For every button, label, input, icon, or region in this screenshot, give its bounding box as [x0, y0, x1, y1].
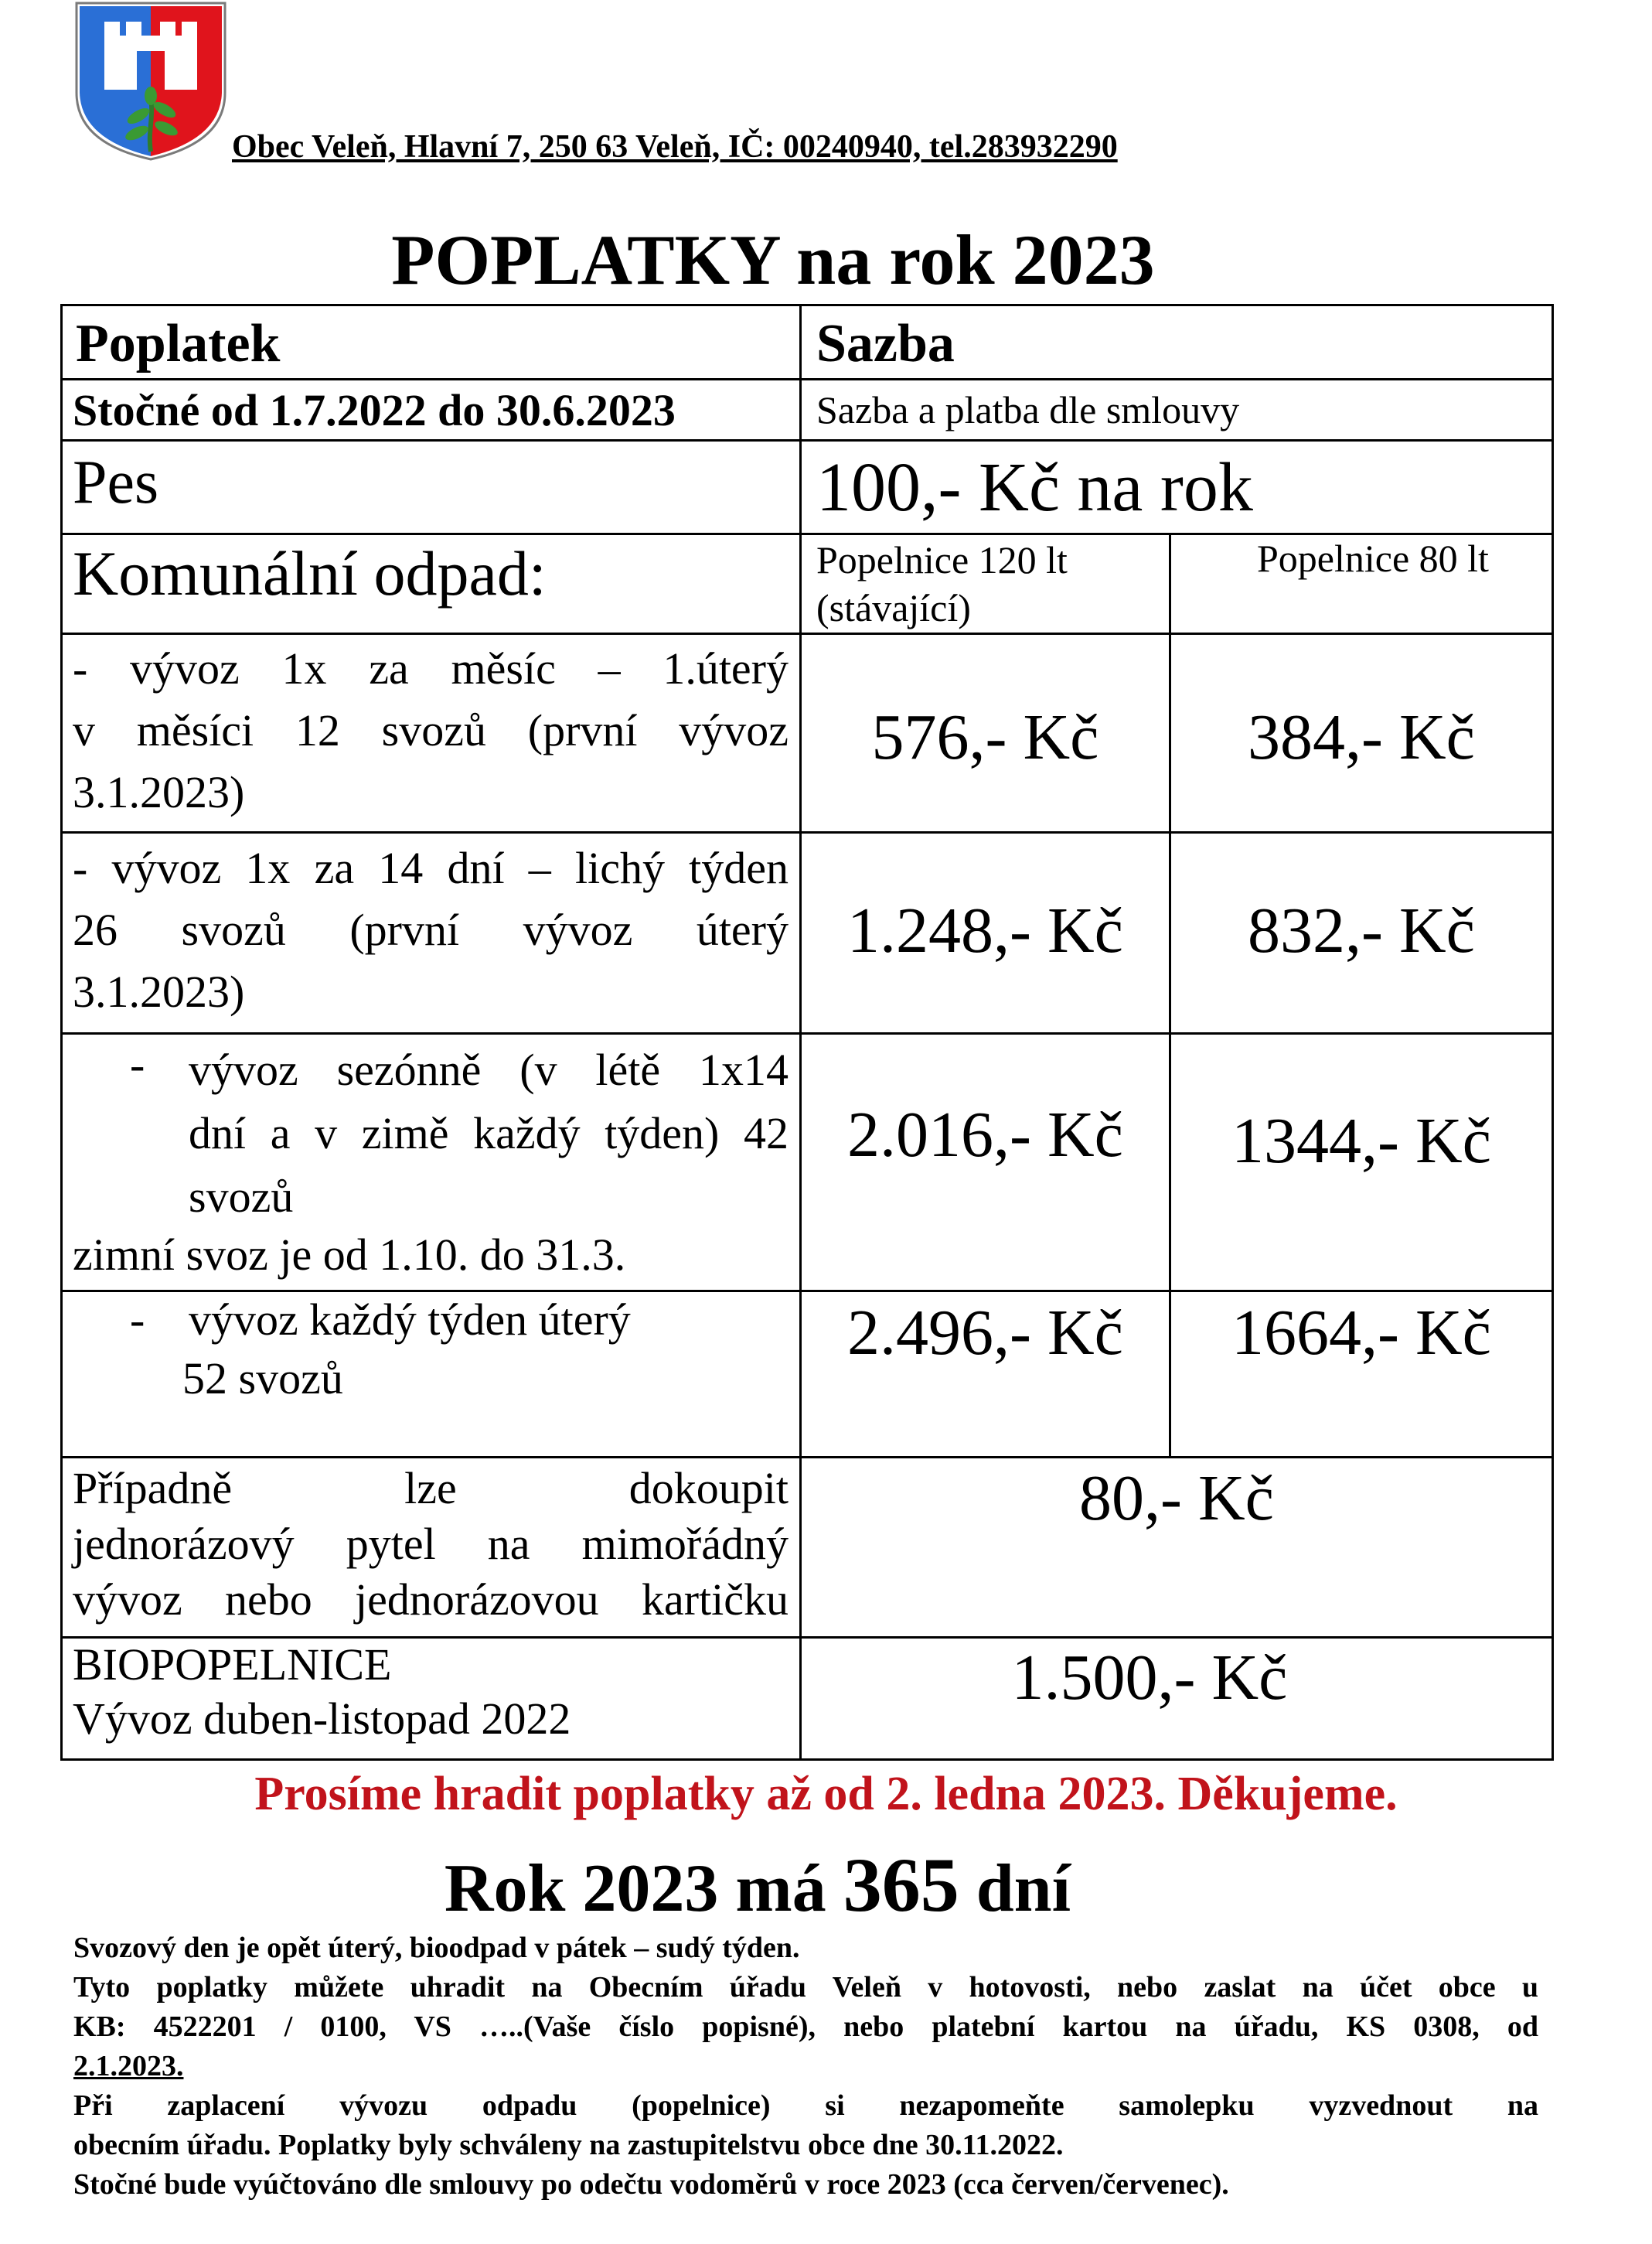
sewage-rate: Sazba a platba dle smlouvy: [816, 388, 1240, 431]
payment-notice: Prosíme hradit poplatky až od 2. ledna 2023. Děkujeme.: [254, 1768, 1398, 1820]
list-dash: -: [130, 1294, 145, 1345]
list-dash: -: [130, 1039, 145, 1090]
price-seasonal-120: 2.016,- Kč: [847, 1099, 1123, 1171]
price-biweekly-120: 1.248,- Kč: [847, 895, 1123, 967]
price-extra-bag: 80,- Kč: [1079, 1462, 1274, 1534]
price-monthly-120: 576,- Kč: [871, 701, 1099, 773]
sewage-label: Stočné od 1.7.2022 do 30.6.2023: [73, 385, 676, 435]
collection-day-note: Svozový den je opět úterý, bioodpad v pátek – sudý týden.: [73, 1932, 800, 1964]
bio-bin-label: BIOPOPELNICE: [73, 1639, 392, 1690]
price-bio-bin: 1.500,- Kč: [1011, 1642, 1288, 1714]
dog-label: Pes: [73, 448, 159, 517]
waste-row-seasonal-desc: vývoz sezónně (v létě 1x14 dní a v zimě každý týden) 42 svozů: [189, 1045, 789, 1222]
winter-schedule-note: zimní svoz je od 1.10. do 31.3.: [73, 1229, 626, 1280]
waste-row-weekly-count: 52 svozů: [182, 1353, 343, 1403]
waste-label: Komunální odpad:: [73, 538, 547, 609]
extra-bag-desc: Případně lze dokoupit jednorázový pytel na mimořádný vývoz nebo jednorázovou kartičku: [73, 1463, 789, 1625]
sewage-billing-note: Stočné bude vyúčtováno dle smlouvy po odečtu vodoměrů v roce 2023 (cca červen/červenec).: [73, 2168, 1229, 2201]
dog-rate: 100,- Kč na rok: [816, 449, 1253, 526]
year-days-heading: Rok 2023 má 365 dní: [444, 1842, 1071, 1928]
price-biweekly-80: 832,- Kč: [1248, 895, 1475, 967]
price-monthly-80: 384,- Kč: [1248, 701, 1475, 773]
column-header-rate: Sazba: [816, 314, 955, 373]
bin-120-header: Popelnice 120 lt (stávající): [816, 538, 1068, 629]
fees-table: [60, 304, 1554, 1761]
price-weekly-120: 2.496,- Kč: [847, 1297, 1123, 1369]
bin-80-header: Popelnice 80 lt: [1257, 537, 1489, 580]
payment-instructions: Tyto poplatky můžete uhradit na Obecním úřadu Veleň v hotovosti, nebo zaslat na účet obce u KB: 4522201 / 0100, VS …..(Vaše číslo popisné), nebo platební kartou na úřadu, KS 0308, od 2.1.2023.: [73, 1971, 1538, 2082]
column-header-fee: Poplatek: [76, 314, 281, 373]
page-title: POPLATKY na rok 2023: [391, 220, 1155, 299]
waste-row-monthly-desc: - vývoz 1x za měsíc – 1.úterý v měsíci 12 svozů (první vývoz 3.1.2023): [73, 643, 789, 817]
waste-row-biweekly-desc: - vývoz 1x za 14 dní – lichý týden 26 svozů (první vývoz úterý 3.1.2023): [73, 843, 789, 1017]
municipal-coat-of-arms: [73, 0, 228, 162]
sticker-note: Při zaplacení vývozu odpadu (popelnice) si nezapomeňte samolepku vyzvednout na obecním úřadu. Poplatky byly schváleny na zastupitelstvu obce dne 30.11.2022.: [73, 2089, 1538, 2161]
municipality-address: Obec Veleň, Hlavní 7, 250 63 Veleň, IČ: 00240940, tel.283932290: [232, 129, 1118, 165]
footer-notes: [73, 1929, 1538, 2205]
price-seasonal-80: 1344,- Kč: [1231, 1105, 1491, 1177]
price-weekly-80: 1664,- Kč: [1231, 1297, 1491, 1369]
waste-row-weekly-desc: vývoz každý týden úterý: [189, 1294, 631, 1345]
bio-bin-period: Vývoz duben-listopad 2022: [73, 1693, 571, 1744]
